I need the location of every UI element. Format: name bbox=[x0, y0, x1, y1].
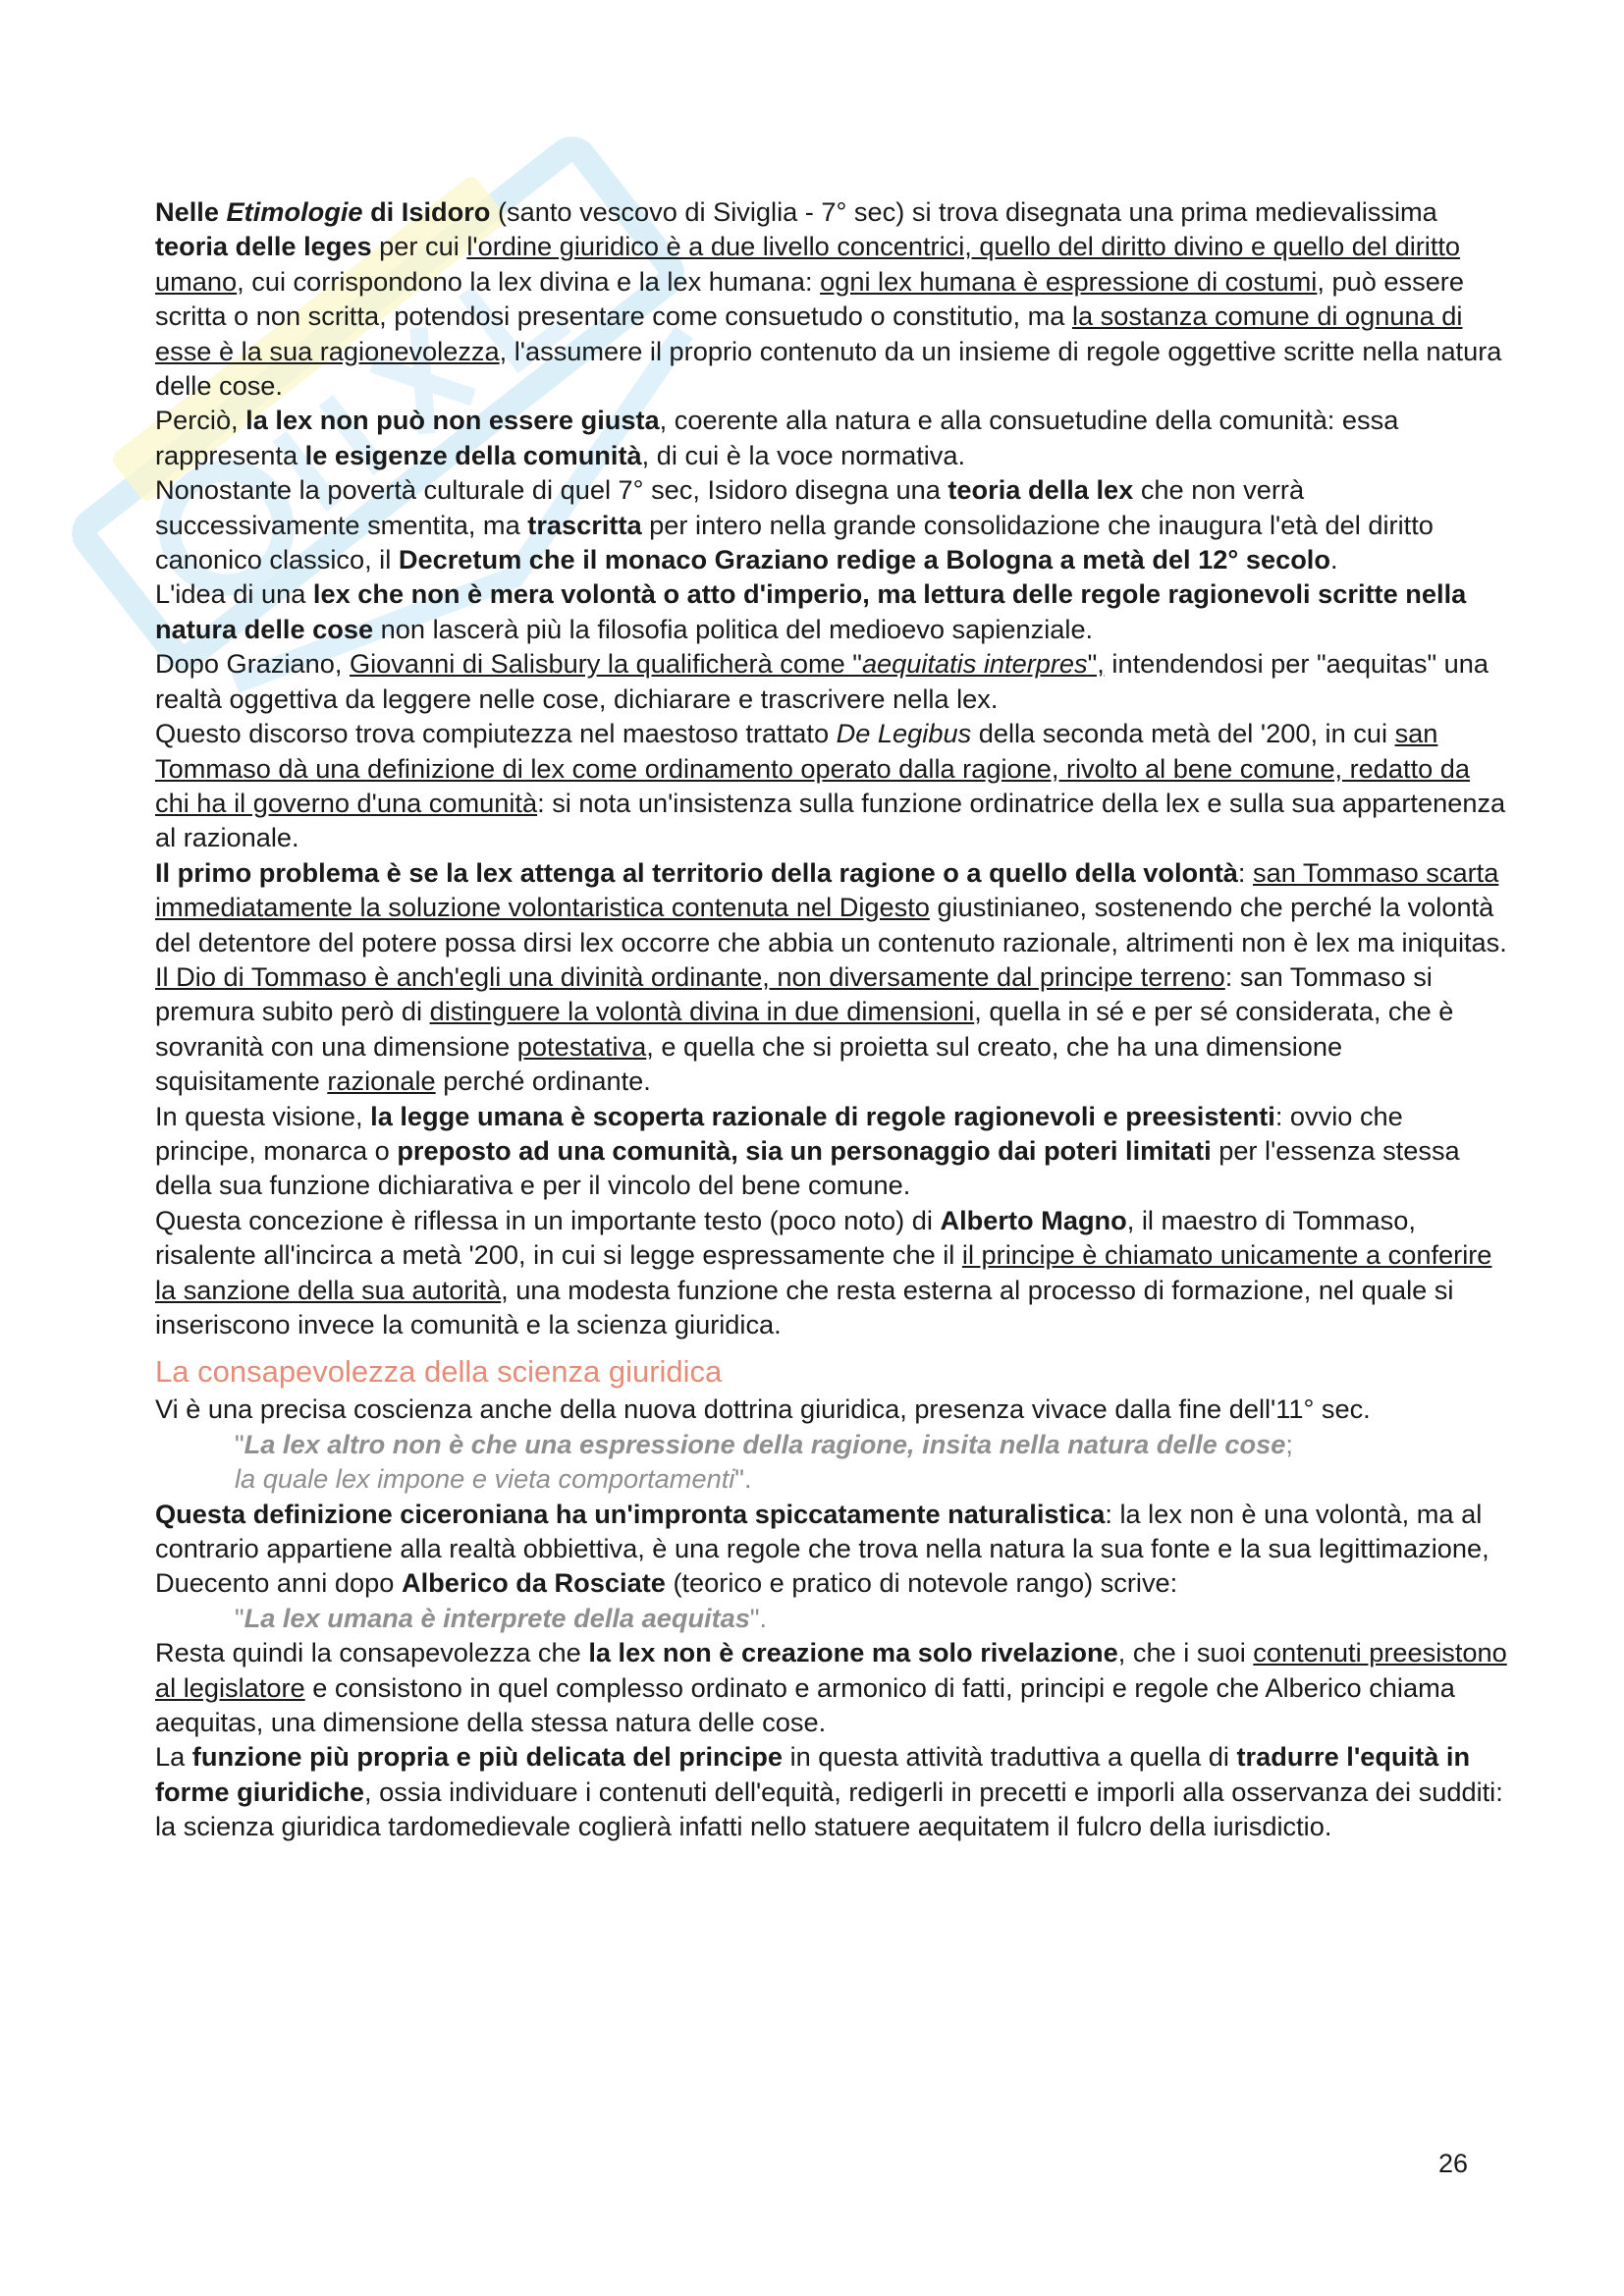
bold-text: preposto ad una comunità, sia un personaggio dai poteri limitati bbox=[397, 1134, 1212, 1166]
quote-cicero-line2: la quale lex impone e vieta comportamenti bbox=[235, 1463, 735, 1495]
paragraph bbox=[155, 1497, 1510, 1566]
bold-text: Alberto Magno bbox=[940, 1204, 1127, 1235]
underlined-text: Giovanni di Salisbury la qualificherà come " bbox=[349, 648, 862, 680]
bold-text: tradurre l'equità in forme giuridiche bbox=[155, 1741, 1471, 1807]
text-run: intendendosi per "aequitas" una realtà oggettiva da leggere nelle cose, dichiarare e trascrivere nella lex. bbox=[155, 648, 1489, 714]
text-run: che non verrà successivamente smentita, ma bbox=[155, 474, 1305, 540]
text-run: , che i suoi bbox=[1117, 1637, 1254, 1668]
bold-text: teoria delle leges bbox=[155, 231, 372, 262]
text-run: (teorico e pratico di notevole rango) scrive: bbox=[665, 1567, 1178, 1599]
underlined-text: aequitatis interpres bbox=[861, 648, 1088, 680]
section-conclusion bbox=[155, 1635, 1510, 1843]
paragraph bbox=[155, 1099, 1510, 1203]
text-run: perché ordinante. bbox=[435, 1066, 651, 1097]
text-run: Resta quindi la consapevolezza che bbox=[155, 1637, 589, 1668]
paragraph bbox=[155, 403, 1510, 472]
underlined-text: san Tommaso dà una definizione di lex come ordinamento operato dalla ragione, rivolto al bene comune, redatto da chi ha il governo d'una comunità bbox=[155, 718, 1471, 818]
text-run: per intero nella grande consolidazione che inaugura l'età del diritto canonico classico, il bbox=[155, 509, 1434, 575]
text-run: , coerente alla natura e alla consuetudine della comunità: essa rappresenta bbox=[155, 405, 1399, 470]
document-body bbox=[155, 194, 1510, 1844]
paragraph bbox=[155, 855, 1510, 959]
paragraph bbox=[155, 1392, 1510, 1426]
text-run: : si nota un'insistenza sulla funzione ordinatrice della lex e sulla sua appartenenza al razionale. bbox=[155, 787, 1506, 853]
underlined-text: Il Dio di Tommaso è anch'egli una divinità ordinante, non diversamente dal principe terreno bbox=[155, 960, 1225, 992]
text-run: in questa attività traduttiva a quella di bbox=[783, 1741, 1237, 1773]
bold-text: Nelle bbox=[155, 196, 227, 227]
paragraph bbox=[155, 959, 1510, 1099]
paragraph bbox=[155, 646, 1510, 716]
text-run: Nonostante la povertà culturale di quel 7° sec, Isidoro disegna una bbox=[155, 474, 948, 506]
italic-text: De Legibus bbox=[836, 718, 972, 749]
paragraph bbox=[155, 576, 1510, 646]
quote-close-mark: ". bbox=[734, 1463, 752, 1495]
paragraph bbox=[155, 1203, 1510, 1342]
underlined-text: san Tommaso scarta immediatamente la soluzione volontaristica contenuta nel Digesto bbox=[155, 856, 1499, 923]
text-run: , può essere scritta o non scritta, potendosi presentare come consuetudo o constitutio, ma bbox=[155, 265, 1464, 332]
quote-cicero bbox=[155, 1427, 1510, 1497]
text-run: : ovvio che principe, monarca o bbox=[155, 1100, 1403, 1166]
bold-text: Etimologie bbox=[226, 196, 363, 227]
text-run: Questa concezione è riflessa in un importante testo (poco noto) di bbox=[155, 1204, 941, 1235]
text-run: Dopo Graziano, bbox=[155, 648, 350, 680]
text-run: : bbox=[1237, 856, 1253, 888]
underlined-text: ogni lex humana è espressione di costumi bbox=[820, 265, 1318, 297]
bold-text: la lex non è creazione ma solo rivelazione bbox=[588, 1637, 1118, 1668]
text-run: , di cui è la voce normativa. bbox=[641, 439, 966, 470]
text-run: Perciò, bbox=[155, 405, 246, 436]
paragraph bbox=[155, 1565, 1510, 1600]
bold-text: Il primo problema è se la lex attenga al territorio della ragione o a quello della volontà bbox=[155, 856, 1238, 888]
underlined-text: ", bbox=[1087, 648, 1105, 680]
text-run: della seconda metà del '200, in cui bbox=[971, 718, 1395, 749]
text-run: , e quella che si proietta sul creato, che ha una dimensione squisitamente bbox=[155, 1030, 1343, 1097]
text-run: Vi è una precisa coscienza anche della nuova dottrina giuridica, presenza vivace dalla fine dell'11° sec. bbox=[155, 1394, 1371, 1425]
text-run: : san Tommaso si premura subito però di bbox=[155, 960, 1433, 1027]
text-run: , quella in sé e per sé considerata, che è sovranità con una dimensione bbox=[155, 996, 1454, 1062]
text-run: giustinianeo, sostenendo che perché la volontà del detentore del potere possa dirsi lex occorre che abbia un contenuto razionale, altrimenti non è lex ma iniquitas. bbox=[155, 892, 1507, 957]
quote-close-mark: ". bbox=[749, 1602, 768, 1633]
quote-alberico-bold: La lex umana è interprete della aequitas bbox=[244, 1602, 750, 1633]
text-run: (santo vescovo di Siviglia - 7° sec) si trova disegnata una prima medievalissima bbox=[490, 196, 1437, 227]
text-run: , il maestro di Tommaso, risalente all'incirca a metà '200, in cui si legge espressamente che il bbox=[155, 1204, 1416, 1271]
text-run: per cui bbox=[371, 231, 467, 262]
text-run: La bbox=[155, 1741, 192, 1773]
underlined-text: distinguere la volontà divina in due dimensioni bbox=[429, 996, 975, 1027]
bold-text: le esigenze della comunità bbox=[304, 439, 642, 470]
quote-cicero-bold: La lex altro non è che una espressione della ragione, insita nella natura delle cose bbox=[244, 1428, 1286, 1459]
text-run: , l'assumere il proprio contenuto da un insieme di regole oggettive scritte nella natura delle cose. bbox=[155, 335, 1502, 402]
text-run: per l'essenza stessa della sua funzione dichiarativa e per il vincolo del bene comune. bbox=[155, 1134, 1460, 1201]
text-run: Duecento anni dopo bbox=[155, 1567, 402, 1599]
bold-text: funzione più propria e più delicata del principe bbox=[191, 1741, 784, 1773]
page-number: 26 bbox=[1438, 2149, 1469, 2178]
bold-text: Alberico da Rosciate bbox=[401, 1567, 666, 1599]
quote-open-mark: " bbox=[235, 1602, 244, 1633]
quote-separator: ; bbox=[1285, 1428, 1293, 1459]
paragraph bbox=[155, 194, 1510, 403]
underlined-text: la sostanza comune di ognuna di esse è la sua ragionevolezza bbox=[155, 301, 1463, 366]
text-run: non lascerà più la filosofia politica del medioevo sapienziale. bbox=[373, 613, 1094, 644]
text-run: e consistono in quel complesso ordinato e armonico di fatti, principi e regole che Alberico chiama aequitas, una dimensione della stessa natura delle cose. bbox=[155, 1671, 1455, 1738]
paragraph bbox=[155, 472, 1510, 576]
bold-text: di Isidoro bbox=[362, 196, 491, 227]
quote-open-mark: " bbox=[235, 1428, 244, 1459]
underlined-text: contenuti preesistono al legislatore bbox=[155, 1637, 1507, 1703]
section-commentary bbox=[155, 1497, 1510, 1601]
paragraph bbox=[155, 1739, 1510, 1843]
text-run: In questa visione, bbox=[155, 1100, 371, 1131]
text-run: : la lex non è una volontà, ma al contrario appartiene alla realtà obbiettiva, è una regole che trova nella natura la sua fonte e la sua legittimazione, bbox=[155, 1498, 1489, 1564]
paragraph bbox=[155, 1635, 1510, 1739]
bold-text: la lex non può non essere giusta bbox=[245, 405, 660, 436]
bold-text: trascritta bbox=[527, 509, 642, 540]
section-heading: La consapevolezza della scienza giuridica bbox=[155, 1354, 723, 1390]
quote-alberico bbox=[155, 1601, 1510, 1635]
underlined-text: potestativa bbox=[516, 1030, 647, 1062]
bold-text: Questa definizione ciceroniana ha un'impronta spiccatamente naturalistica bbox=[155, 1498, 1106, 1529]
text-run: , una modesta funzione che resta esterna al processo di formazione, nel quale si inseriscono invece la comunità e la scienza giuridica. bbox=[155, 1274, 1454, 1339]
bold-text: la legge umana è scoperta razionale di regole ragionevoli e preesistenti bbox=[370, 1100, 1275, 1131]
underlined-text: razionale bbox=[327, 1066, 436, 1097]
bold-text: lex che non è mera volontà o atto d'imperio, ma lettura delle regole ragionevoli scritte nella natura delle cose bbox=[155, 578, 1467, 644]
text-run: , ossia individuare i contenuti dell'equità, redigerli in precetti e imporli alla osservanza dei sudditi: la scienza giuridica tardomedievale coglierà infatti nello statuere aequitatem il fulcro della iurisdictio. bbox=[155, 1776, 1503, 1842]
text-run: , cui corrispondono la lex divina e la lex humana: bbox=[237, 265, 821, 297]
text-run: Questo discorso trova compiutezza nel maestoso trattato bbox=[155, 718, 837, 749]
bold-text: teoria della lex bbox=[947, 474, 1134, 506]
paragraph bbox=[155, 716, 1510, 855]
bold-text: Decretum che il monaco Graziano redige a Bologna a metà del 12° secolo bbox=[398, 544, 1330, 575]
section-paragraphs bbox=[155, 194, 1510, 1341]
section-intro bbox=[155, 1392, 1510, 1426]
underlined-text: il principe è chiamato unicamente a conferire la sanzione della sua autorità bbox=[155, 1239, 1492, 1305]
text-run: . bbox=[1329, 544, 1338, 575]
underlined-text: l'ordine giuridico è a due livello concentrici, quello del diritto divino e quello del diritto umano bbox=[155, 231, 1461, 297]
text-run: L'idea di una bbox=[155, 578, 313, 610]
